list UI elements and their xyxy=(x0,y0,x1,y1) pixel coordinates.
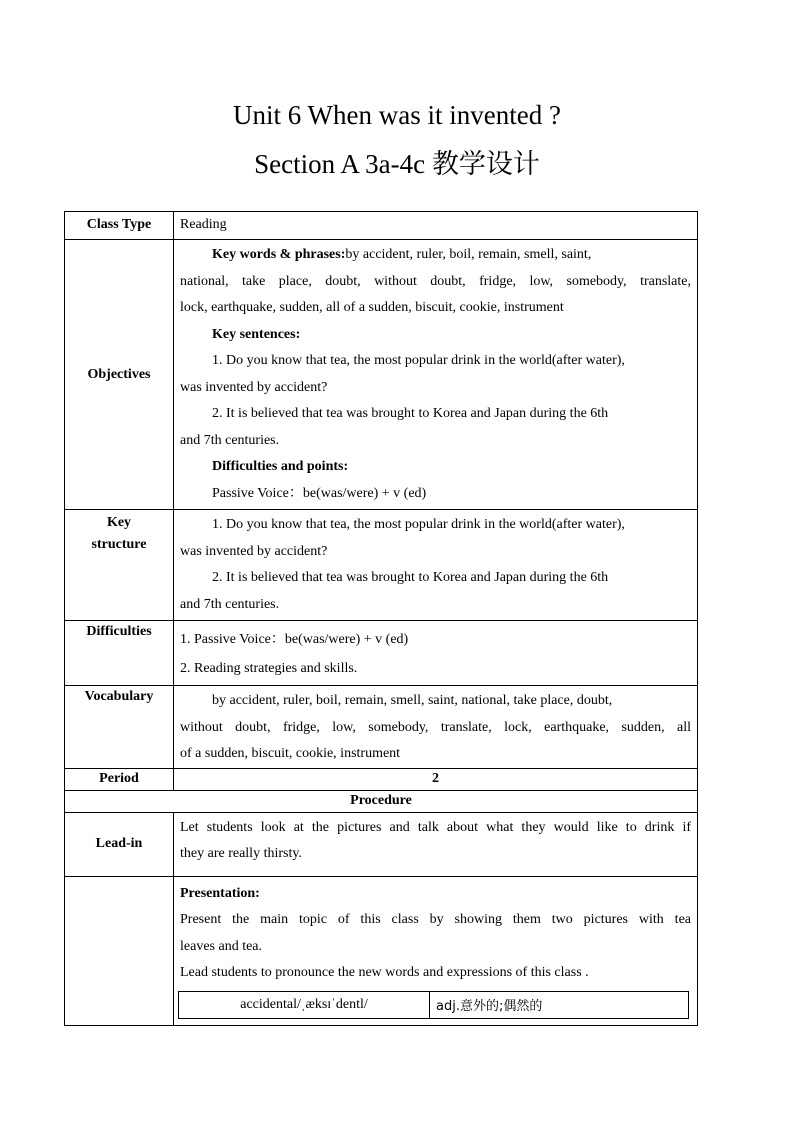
period-value: 2 xyxy=(432,771,439,786)
objective-sentence-1: 1. Do you know that tea, the most popular drink in the world(after water), xyxy=(212,353,625,368)
procedure-row xyxy=(65,790,698,812)
difficulties-points-value: Passive Voice：be(was/were) + v (ed) xyxy=(212,485,427,501)
vocabulary-row xyxy=(65,686,698,769)
structure-sentence-2: 2. It is believed that tea was brought to Korea and Japan during the 6th xyxy=(212,570,609,585)
class-type-label: Class Type xyxy=(86,217,152,232)
key-words-text: by accident, ruler, boil, remain, smell, saint, xyxy=(345,247,592,262)
key-sentences-label: Key sentences: xyxy=(212,326,301,342)
lead-in-line-2: they are really thirsty. xyxy=(180,846,302,861)
key-words-line-2: national, take place, doubt, without doubt, fridge, low, somebody, translate, xyxy=(180,273,691,289)
key-words-line-3: lock, earthquake, sudden, all of a sudden, biscuit, cookie, instrument xyxy=(180,300,564,315)
document-title: Unit 6 When was it invented ? xyxy=(233,100,561,130)
objectives-label: Objectives xyxy=(87,366,151,382)
difficulties-label: Difficulties xyxy=(86,624,152,639)
class-type-row xyxy=(65,212,698,240)
difficulty-item-1: 1. Passive Voice：be(was/were) + v (ed) xyxy=(180,632,409,647)
presentation-line-3: Lead students to pronounce the new words and expressions of this class . xyxy=(180,965,589,980)
difficulties-row xyxy=(65,621,698,686)
lead-in-line-1: Let students look at the pictures and talk about what they would like to drink if xyxy=(180,819,691,835)
procedure-heading: Procedure xyxy=(350,793,412,808)
key-structure-row xyxy=(65,510,698,621)
objective-sentence-2: 2. It is believed that tea was brought to Korea and Japan during the 6th xyxy=(212,406,609,421)
vocabulary-table xyxy=(178,991,689,1019)
lesson-plan-table xyxy=(64,211,698,1026)
vocabulary-line-2: without doubt, fridge, low, somebody, translate, lock, earthquake, sudden, all xyxy=(180,719,691,735)
objectives-row xyxy=(65,240,698,510)
vocab-word-cell: accidental/ˌæksɪˈdentl/ xyxy=(179,991,430,1018)
class-type-value: Reading xyxy=(180,217,227,232)
period-label: Period xyxy=(99,771,139,786)
lead-in-row xyxy=(65,812,698,876)
vocabulary-line-1: by accident, ruler, boil, remain, smell, saint, national, take place, doubt, xyxy=(212,693,613,708)
difficulties-points-label: Difficulties and points: xyxy=(212,459,349,474)
objective-sentence-2-cont: and 7th centuries. xyxy=(180,432,280,448)
lead-in-label: Lead-in xyxy=(95,836,143,851)
vocab-meaning-cell: adj.意外的;偶然的 xyxy=(430,991,689,1018)
vocabulary-table-row xyxy=(179,991,689,1018)
presentation-line-2: leaves and tea. xyxy=(180,938,263,954)
difficulty-item-2: 2. Reading strategies and skills. xyxy=(180,661,358,676)
vocabulary-line-3: of a sudden, biscuit, cookie, instrument xyxy=(180,746,401,761)
objective-sentence-1-cont: was invented by accident? xyxy=(180,379,328,395)
presentation-line-1: Present the main topic of this class by showing them two pictures with tea xyxy=(180,912,691,927)
presentation-heading: Presentation: xyxy=(180,885,260,901)
key-structure-label-2: structure xyxy=(91,537,147,552)
period-row xyxy=(65,768,698,790)
structure-sentence-1: 1. Do you know that tea, the most popular drink in the world(after water), xyxy=(212,517,625,532)
presentation-row xyxy=(65,876,698,1025)
structure-sentence-1-cont: was invented by accident? xyxy=(180,543,328,559)
structure-sentence-2-cont: and 7th centuries. xyxy=(180,596,280,612)
document-subtitle: Section A 3a-4c 教学设计 xyxy=(254,149,540,179)
vocabulary-label: Vocabulary xyxy=(84,689,154,704)
key-words-label: Key words & phrases: xyxy=(212,247,346,262)
key-words-line xyxy=(180,242,691,269)
key-structure-label-1: Key xyxy=(106,515,132,530)
